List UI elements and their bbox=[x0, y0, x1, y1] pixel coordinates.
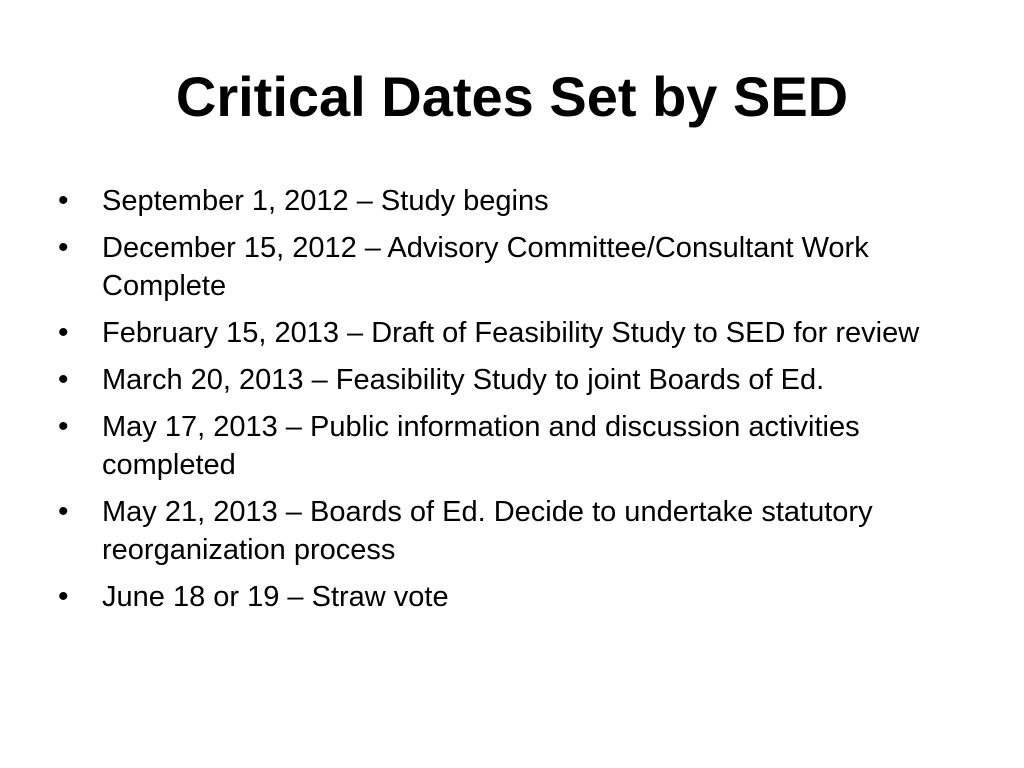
slide-title: Critical Dates Set by SED bbox=[175, 65, 849, 128]
list-item bbox=[56, 314, 976, 352]
list-item-text: February 15, 2013 – Draft of Feasibility Study to SED for review bbox=[102, 317, 920, 349]
list-item bbox=[56, 182, 976, 220]
list-item bbox=[56, 229, 976, 305]
list-item bbox=[56, 493, 976, 569]
list-item-text: May 17, 2013 – Public information and discussion activities completed bbox=[102, 411, 860, 481]
list-item-text: September 1, 2012 – Study begins bbox=[102, 185, 549, 217]
bullet-icon: • bbox=[58, 184, 69, 217]
list-item-text: December 15, 2012 – Advisory Committee/Consultant Work Complete bbox=[102, 232, 869, 302]
bullet-icon: • bbox=[58, 495, 69, 528]
list-item bbox=[56, 408, 976, 484]
bullet-icon: • bbox=[58, 231, 69, 264]
bullet-icon: • bbox=[58, 580, 69, 613]
bullet-icon: • bbox=[58, 316, 69, 349]
bullet-icon: • bbox=[58, 410, 69, 443]
list-item-text: March 20, 2013 – Feasibility Study to joint Boards of Ed. bbox=[102, 364, 825, 396]
bullet-list bbox=[56, 182, 976, 625]
list-item-text: June 18 or 19 – Straw vote bbox=[102, 581, 449, 613]
list-item bbox=[56, 361, 976, 399]
list-item-text: May 21, 2013 – Boards of Ed. Decide to undertake statutory reorganization process bbox=[102, 496, 873, 566]
list-item bbox=[56, 578, 976, 616]
bullet-icon: • bbox=[58, 363, 69, 396]
